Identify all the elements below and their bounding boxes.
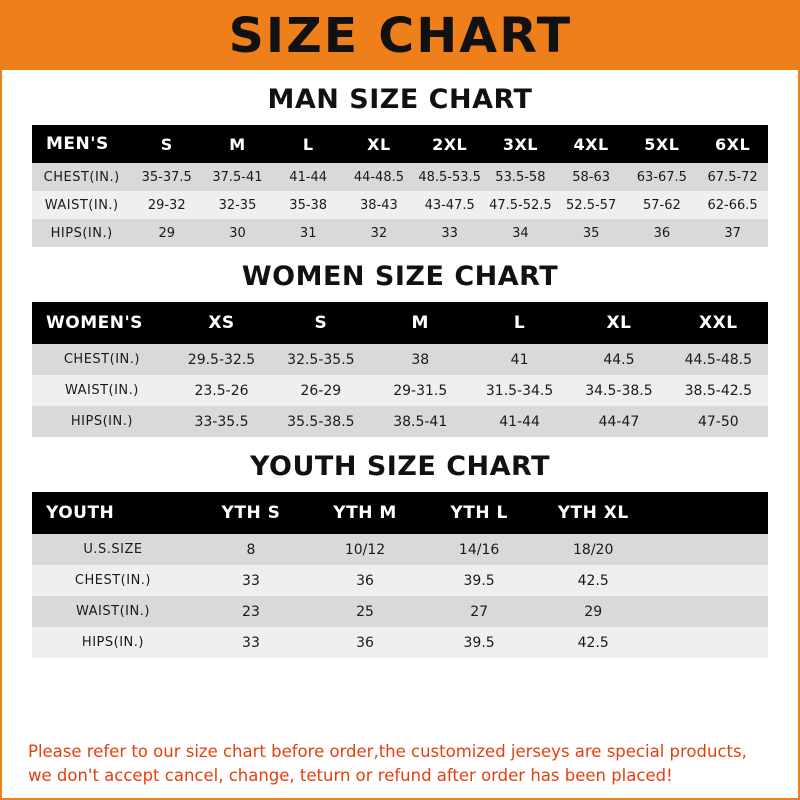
men-cell: 29: [158, 225, 175, 241]
youth-cell: 18/20: [573, 541, 614, 558]
men-cell: 58-63: [572, 169, 611, 185]
men-cell: 57-62: [642, 197, 681, 213]
youth-cell: 27: [470, 603, 489, 620]
men-cell: 29-32: [147, 197, 186, 213]
table-row: [32, 627, 768, 658]
men-table-header-row: [32, 125, 768, 163]
youth-cell: 42.5: [577, 572, 609, 589]
women-cell: 44-47: [598, 413, 640, 430]
table-row: [32, 219, 768, 247]
women-cell: 32.5-35.5: [287, 351, 355, 368]
men-cell: 33: [441, 225, 458, 241]
men-cell: 35-37.5: [141, 169, 192, 185]
youth-cell: [650, 534, 768, 565]
men-cell: 47.5-52.5: [489, 197, 552, 213]
women-cell: 34.5-38.5: [585, 382, 653, 399]
men-header-cell: 3XL: [485, 125, 556, 163]
youth-header-cell: [650, 492, 768, 534]
women-section-title: WOMEN SIZE CHART: [241, 261, 559, 292]
men-cell: 38-43: [360, 197, 398, 213]
women-header-cell: WOMEN'S: [32, 302, 172, 344]
footer-note-line-1: Please refer to our size chart before order,the customized jerseys are special products,: [28, 742, 747, 762]
table-row: [32, 375, 768, 406]
youth-cell: 42.5: [577, 634, 609, 651]
header-banner: [2, 2, 798, 70]
youth-header-cell: YTH L: [422, 492, 536, 534]
men-table-wrap: [2, 125, 798, 247]
men-cell: 62-66.5: [707, 197, 758, 213]
women-cell: 44.5-48.5: [684, 351, 753, 368]
women-cell: 38.5-42.5: [684, 382, 753, 399]
youth-cell: 36: [356, 634, 374, 651]
men-header-cell: 6XL: [697, 125, 768, 163]
men-cell: 32-35: [218, 197, 257, 213]
men-cell: 35-38: [289, 197, 328, 213]
men-cell: 48.5-53.5: [418, 169, 481, 185]
youth-row-label: WAIST(IN.): [76, 604, 150, 619]
men-cell: 34: [512, 225, 529, 241]
youth-header-cell: YTH S: [194, 492, 308, 534]
youth-cell: 25: [356, 603, 374, 620]
women-row-label: CHEST(IN.): [63, 352, 140, 367]
women-cell: 38: [411, 351, 430, 368]
men-cell: 31: [299, 225, 317, 241]
youth-cell: 39.5: [463, 572, 495, 589]
women-cell: 29.5-32.5: [187, 351, 256, 368]
men-row-label: CHEST(IN.): [43, 169, 120, 185]
youth-cell: [650, 565, 768, 596]
women-cell: 31.5-34.5: [485, 382, 554, 399]
women-header-cell: XXL: [669, 302, 768, 344]
men-cell: 53.5-58: [495, 169, 546, 185]
youth-cell: 39.5: [463, 634, 495, 651]
women-table-wrap: [2, 302, 798, 437]
table-row: [32, 191, 768, 219]
women-header-cell: L: [470, 302, 569, 344]
youth-cell: 29: [584, 603, 603, 620]
table-row: [32, 596, 768, 627]
table-row: [32, 344, 768, 375]
men-cell: 32: [370, 225, 388, 241]
men-row-label: WAIST(IN.): [44, 197, 119, 213]
women-cell: 44.5: [603, 351, 635, 368]
women-header-cell: M: [371, 302, 470, 344]
women-row-label: HIPS(IN.): [70, 414, 133, 429]
women-header-cell: S: [271, 302, 370, 344]
youth-cell: 14/16: [458, 541, 500, 558]
youth-row-label: U.S.SIZE: [83, 542, 143, 557]
men-cell: 43-47.5: [424, 197, 475, 213]
women-cell: 38.5-41: [393, 413, 448, 430]
women-cell: 47-50: [697, 413, 739, 430]
women-cell: 35.5-38.5: [287, 413, 355, 430]
youth-cell: [650, 627, 768, 658]
men-header-cell: S: [131, 125, 202, 163]
men-cell: 30: [229, 225, 246, 241]
youth-size-table: [32, 492, 768, 658]
men-header-cell: XL: [344, 125, 415, 163]
footer-note: [2, 740, 798, 788]
women-cell: 26-29: [300, 382, 342, 399]
men-section-title: MAN SIZE CHART: [267, 84, 533, 115]
men-header-cell: M: [202, 125, 273, 163]
women-cell: 41-44: [499, 413, 540, 430]
women-header-cell: XL: [569, 302, 668, 344]
youth-header-cell: YTH M: [308, 492, 422, 534]
men-header-cell: 5XL: [627, 125, 698, 163]
table-row: [32, 565, 768, 596]
men-header-cell: L: [273, 125, 344, 163]
table-row: [32, 534, 768, 565]
women-cell: 29-31.5: [393, 382, 448, 399]
men-header-cell: 2XL: [414, 125, 485, 163]
youth-cell: 8: [246, 541, 256, 558]
women-header-cell: XS: [172, 302, 271, 344]
table-row: [32, 163, 768, 191]
women-table-header-row: [32, 302, 768, 344]
women-cell: 23.5-26: [194, 382, 249, 399]
youth-section-title: YOUTH SIZE CHART: [249, 451, 551, 482]
men-header-cell: 4XL: [556, 125, 627, 163]
page-title: SIZE CHART: [228, 8, 572, 64]
youth-row-label: CHEST(IN.): [74, 573, 151, 588]
youth-cell: 33: [242, 572, 260, 589]
men-cell: 44-48.5: [353, 169, 405, 185]
men-cell: 41-44: [289, 169, 328, 185]
men-header-cell: MEN'S: [32, 125, 131, 163]
women-cell: 33-35.5: [194, 413, 249, 430]
youth-header-cell: YTH XL: [536, 492, 650, 534]
men-cell: 37.5-41: [212, 169, 263, 185]
men-cell: 36: [653, 225, 671, 241]
men-cell: 52.5-57: [566, 197, 617, 213]
men-cell: 35: [582, 225, 600, 241]
youth-row-label: HIPS(IN.): [81, 635, 144, 650]
youth-table-header-row: [32, 492, 768, 534]
men-row-label: HIPS(IN.): [50, 225, 113, 241]
women-size-table: [32, 302, 768, 437]
men-cell: 63-67.5: [636, 169, 687, 185]
men-cell: 67.5-72: [707, 169, 758, 185]
table-row: [32, 406, 768, 437]
men-size-table: [32, 125, 768, 247]
youth-cell: 33: [242, 634, 260, 651]
youth-cell: 36: [356, 572, 374, 589]
youth-table-wrap: [2, 492, 798, 658]
footer-note-line-2: we don't accept cancel, change, teturn or refund after order has been placed!: [28, 766, 673, 786]
youth-header-cell: YOUTH: [32, 492, 194, 534]
men-cell: 37: [724, 225, 741, 241]
youth-cell: 10/12: [344, 541, 386, 558]
youth-cell: [650, 596, 768, 627]
women-cell: 41: [510, 351, 529, 368]
women-row-label: WAIST(IN.): [64, 383, 139, 398]
youth-cell: 23: [242, 603, 260, 620]
